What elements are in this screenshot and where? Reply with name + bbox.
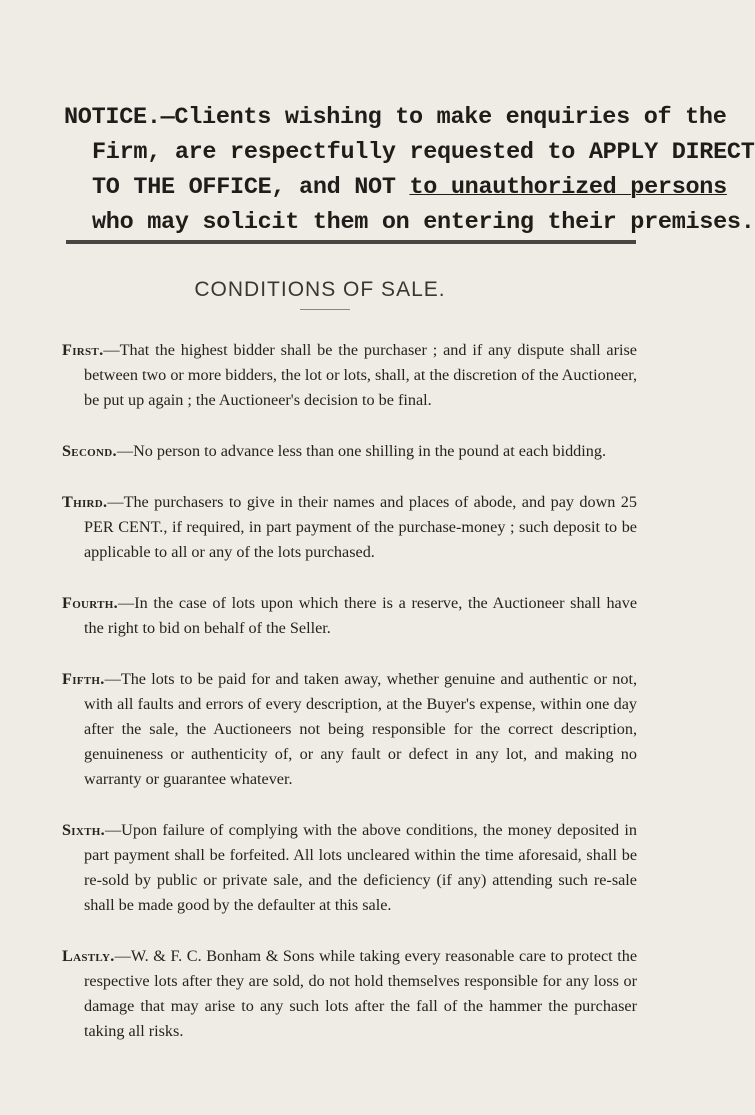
notice-line-3-main: TO THE OFFICE, and NOT bbox=[92, 174, 410, 201]
divider-rule bbox=[66, 240, 636, 244]
condition-second bbox=[62, 439, 637, 464]
condition-sixth bbox=[62, 818, 637, 918]
condition-fourth bbox=[62, 591, 637, 641]
condition-text: —W. & F. C. Bonham & Sons while taking every reasonable care to protect the respective lots after they are sold, do not hold themselves responsible for any loss or damage that may arise to any such lots after the fall of the hammer the purchaser taking all risks. bbox=[84, 947, 637, 1040]
title-underline bbox=[300, 309, 350, 310]
condition-ordinal: First. bbox=[62, 341, 104, 359]
condition-text: —That the highest bidder shall be the purchaser ; and if any dispute shall arise between two or more bidders, the lot or lots, shall, at the discretion of the Auctioneer, be put up again ; the Auctioneer's decision to be final. bbox=[84, 341, 637, 409]
condition-lastly bbox=[62, 944, 637, 1044]
notice-line-3 bbox=[64, 170, 727, 205]
condition-text: —No person to advance less than one shilling in the pound at each bidding. bbox=[116, 442, 606, 460]
condition-ordinal: Sixth. bbox=[62, 821, 105, 839]
condition-text: —In the case of lots upon which there is a reserve, the Auctioneer shall have the right to bid on behalf of the Seller. bbox=[84, 594, 637, 637]
condition-ordinal: Second. bbox=[62, 442, 117, 460]
conditions-list bbox=[62, 338, 637, 1070]
notice-line-1: NOTICE.—Clients wishing to make enquiries of the bbox=[64, 104, 727, 131]
notice-line-3-underlined: to unauthorized persons bbox=[409, 174, 727, 201]
condition-ordinal: Fourth. bbox=[62, 594, 118, 612]
notice-block bbox=[64, 100, 755, 240]
condition-text: —Upon failure of complying with the above conditions, the money deposited in part payment shall be forfeited. All lots uncleared within the time aforesaid, shall be re-sold by public or private sale, and the deficiency (if any) attending such re-sale shall be made good by the defaulter at this sale. bbox=[84, 821, 637, 914]
condition-ordinal: Fifth. bbox=[62, 670, 105, 688]
section-title: CONDITIONS OF SALE. bbox=[194, 278, 446, 301]
condition-ordinal: Lastly. bbox=[62, 947, 115, 965]
condition-first bbox=[62, 338, 637, 413]
notice-line-2: Firm, are respectfully requested to APPLY DIRECT bbox=[92, 139, 755, 166]
condition-text: —The lots to be paid for and taken away, whether genuine and authentic or not, with all faults and errors of every description, at the Buyer's expense, within one day after the sale, the Auctioneers not being responsible for the correct description, genuineness or authenticity of, or any fault or defect in any lot, and making no warranty or guarantee whatever. bbox=[84, 670, 637, 788]
condition-text: —The purchasers to give in their names and places of abode, and pay down 25 PER CENT., if required, in part payment of the purchase-money ; such deposit to be applicable to all or any of the lots purchased. bbox=[84, 493, 637, 561]
condition-fifth bbox=[62, 667, 637, 792]
condition-ordinal: Third. bbox=[62, 493, 108, 511]
notice-line-4: who may solicit them on entering their premises. bbox=[92, 209, 755, 236]
condition-third bbox=[62, 490, 637, 565]
